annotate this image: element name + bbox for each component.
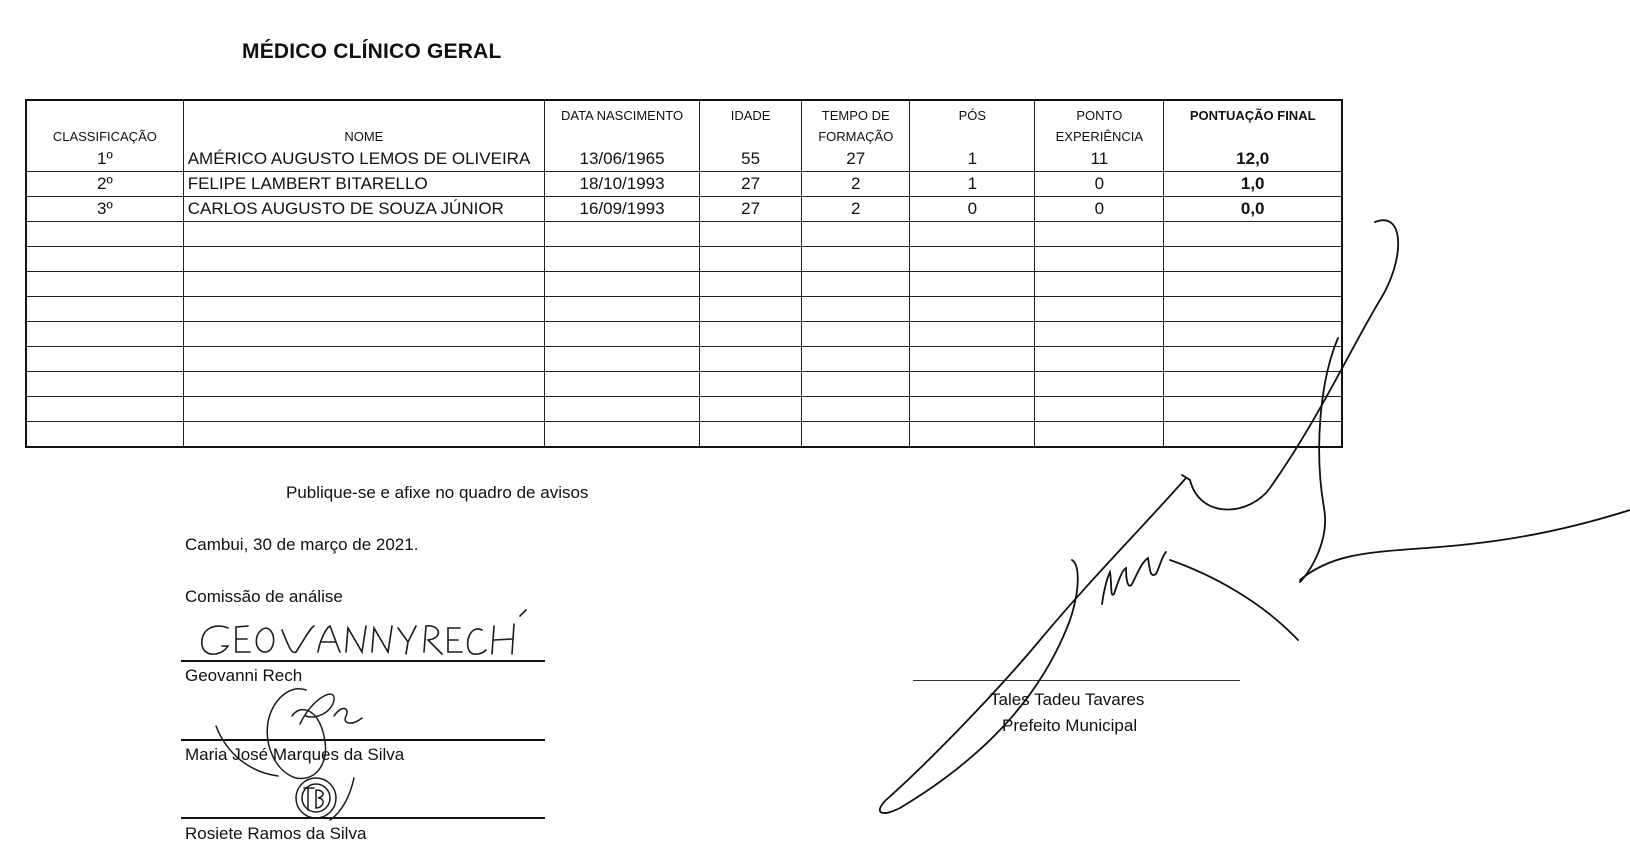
cell-classificacao: 1º (26, 147, 183, 172)
cell-classificacao: 2º (26, 172, 183, 197)
publish-note: Publique-se e afixe no quadro de avisos (286, 483, 589, 502)
document-title: MÉDICO CLÍNICO GERAL (242, 40, 502, 63)
empty-cell (910, 397, 1035, 422)
cell-ponto-experiencia: 0 (1035, 197, 1164, 222)
empty-cell (910, 322, 1035, 347)
empty-table-row (26, 297, 1342, 322)
empty-table-row (26, 422, 1342, 448)
empty-cell (544, 222, 699, 247)
empty-cell (183, 347, 544, 372)
empty-cell (1164, 322, 1342, 347)
empty-cell (802, 372, 910, 397)
empty-table-row (26, 322, 1342, 347)
committee-label: Comissão de análise (185, 587, 343, 606)
signature-maria (216, 689, 362, 779)
header-pontuacao-final: PONTUAÇÃO FINAL (1164, 100, 1342, 147)
empty-cell (802, 347, 910, 372)
empty-table-row (26, 272, 1342, 297)
table-header-row (26, 100, 1342, 147)
header-formacao: FORMAÇÃO (818, 129, 894, 144)
empty-cell (910, 347, 1035, 372)
empty-cell (544, 247, 699, 272)
header-data-nascimento: DATA NASCIMENTO (544, 100, 699, 147)
empty-cell (26, 222, 183, 247)
empty-cell (700, 322, 802, 347)
empty-cell (26, 322, 183, 347)
table-row (26, 147, 1342, 172)
signature-geovanni (202, 610, 526, 654)
empty-cell (910, 247, 1035, 272)
cell-pos: 1 (910, 172, 1035, 197)
empty-cell (1164, 297, 1342, 322)
empty-cell (700, 422, 802, 448)
empty-rows (26, 222, 1342, 448)
empty-cell (1164, 422, 1342, 448)
table-row (26, 197, 1342, 222)
empty-cell (183, 322, 544, 347)
empty-cell (183, 397, 544, 422)
cell-tempo-formacao: 2 (802, 197, 910, 222)
empty-cell (700, 247, 802, 272)
header-experiencia: EXPERIÊNCIA (1055, 129, 1144, 144)
cell-pos: 0 (910, 197, 1035, 222)
empty-cell (183, 422, 544, 448)
empty-cell (1035, 422, 1164, 448)
empty-cell (910, 272, 1035, 297)
empty-cell (802, 222, 910, 247)
header-tempo-formacao (802, 100, 910, 147)
empty-table-row (26, 397, 1342, 422)
empty-cell (26, 297, 183, 322)
header-ponto: PONTO (1076, 108, 1123, 123)
empty-cell (910, 372, 1035, 397)
empty-cell (802, 297, 910, 322)
empty-cell (1035, 347, 1164, 372)
empty-cell (1164, 347, 1342, 372)
empty-cell (544, 322, 699, 347)
empty-cell (802, 272, 910, 297)
empty-cell (183, 247, 544, 272)
empty-cell (26, 247, 183, 272)
cell-nome: AMÉRICO AUGUSTO LEMOS DE OLIVEIRA (183, 147, 544, 172)
empty-cell (802, 322, 910, 347)
empty-cell (700, 397, 802, 422)
empty-cell (1164, 272, 1342, 297)
place-date: Cambui, 30 de março de 2021. (185, 535, 419, 554)
empty-cell (1164, 222, 1342, 247)
empty-cell (183, 222, 544, 247)
empty-cell (26, 372, 183, 397)
empty-cell (1035, 297, 1164, 322)
empty-cell (544, 297, 699, 322)
cell-idade: 27 (700, 172, 802, 197)
empty-cell (1035, 372, 1164, 397)
empty-cell (183, 297, 544, 322)
cell-ponto-experiencia: 0 (1035, 172, 1164, 197)
committee-member-name: Geovanni Rech (185, 666, 303, 685)
empty-cell (802, 397, 910, 422)
empty-cell (544, 272, 699, 297)
empty-cell (544, 422, 699, 448)
empty-cell (26, 347, 183, 372)
cell-pontuacao-final: 12,0 (1164, 147, 1342, 172)
ranking-table (25, 99, 1343, 448)
cell-idade: 27 (700, 197, 802, 222)
cell-ponto-experiencia: 11 (1035, 147, 1164, 172)
empty-cell (1035, 222, 1164, 247)
empty-cell (183, 372, 544, 397)
empty-cell (700, 347, 802, 372)
header-tempo-de: TEMPO DE (821, 108, 890, 123)
empty-table-row (26, 222, 1342, 247)
empty-cell (544, 372, 699, 397)
cell-data-nascimento: 13/06/1965 (544, 147, 699, 172)
empty-cell (700, 297, 802, 322)
cell-idade: 55 (700, 147, 802, 172)
empty-cell (910, 297, 1035, 322)
empty-cell (700, 372, 802, 397)
cell-nome: CARLOS AUGUSTO DE SOUZA JÚNIOR (183, 197, 544, 222)
cell-nome: FELIPE LAMBERT BITARELLO (183, 172, 544, 197)
signature-line-maria (181, 739, 545, 741)
empty-cell (802, 247, 910, 272)
empty-cell (1164, 397, 1342, 422)
table-row (26, 172, 1342, 197)
empty-cell (1164, 372, 1342, 397)
cell-tempo-formacao: 2 (802, 172, 910, 197)
committee-member-name: Rosiete Ramos da Silva (185, 824, 367, 843)
signature-line-mayor (913, 680, 1240, 681)
empty-table-row (26, 372, 1342, 397)
empty-cell (910, 222, 1035, 247)
header-nome: NOME (183, 100, 544, 147)
signature-line-rosiete (181, 817, 545, 819)
empty-table-row (26, 247, 1342, 272)
empty-cell (1035, 272, 1164, 297)
header-pos: PÓS (910, 100, 1035, 147)
cell-data-nascimento: 18/10/1993 (544, 172, 699, 197)
cell-classificacao: 3º (26, 197, 183, 222)
committee-member-name: Maria José Marques da Silva (185, 745, 405, 764)
empty-cell (700, 222, 802, 247)
empty-cell (183, 272, 544, 297)
empty-cell (1035, 322, 1164, 347)
mayor-name: Tales Tadeu Tavares (990, 690, 1145, 709)
empty-cell (26, 422, 183, 448)
mayor-role: Prefeito Municipal (1002, 716, 1138, 735)
empty-cell (700, 272, 802, 297)
cell-tempo-formacao: 27 (802, 147, 910, 172)
signature-rosiete (296, 778, 354, 820)
empty-table-row (26, 347, 1342, 372)
header-classificacao: CLASSIFICAÇÃO (26, 100, 183, 147)
empty-cell (544, 397, 699, 422)
header-idade: IDADE (700, 100, 802, 147)
empty-cell (544, 347, 699, 372)
empty-cell (1164, 247, 1342, 272)
cell-pontuacao-final: 0,0 (1164, 197, 1342, 222)
empty-cell (802, 422, 910, 448)
empty-cell (26, 272, 183, 297)
empty-cell (910, 422, 1035, 448)
empty-cell (26, 397, 183, 422)
cell-pontuacao-final: 1,0 (1164, 172, 1342, 197)
empty-cell (1035, 397, 1164, 422)
cell-pos: 1 (910, 147, 1035, 172)
signature-line-geovanni (181, 660, 545, 662)
header-ponto-experiencia (1035, 100, 1164, 147)
empty-cell (1035, 247, 1164, 272)
cell-data-nascimento: 16/09/1993 (544, 197, 699, 222)
